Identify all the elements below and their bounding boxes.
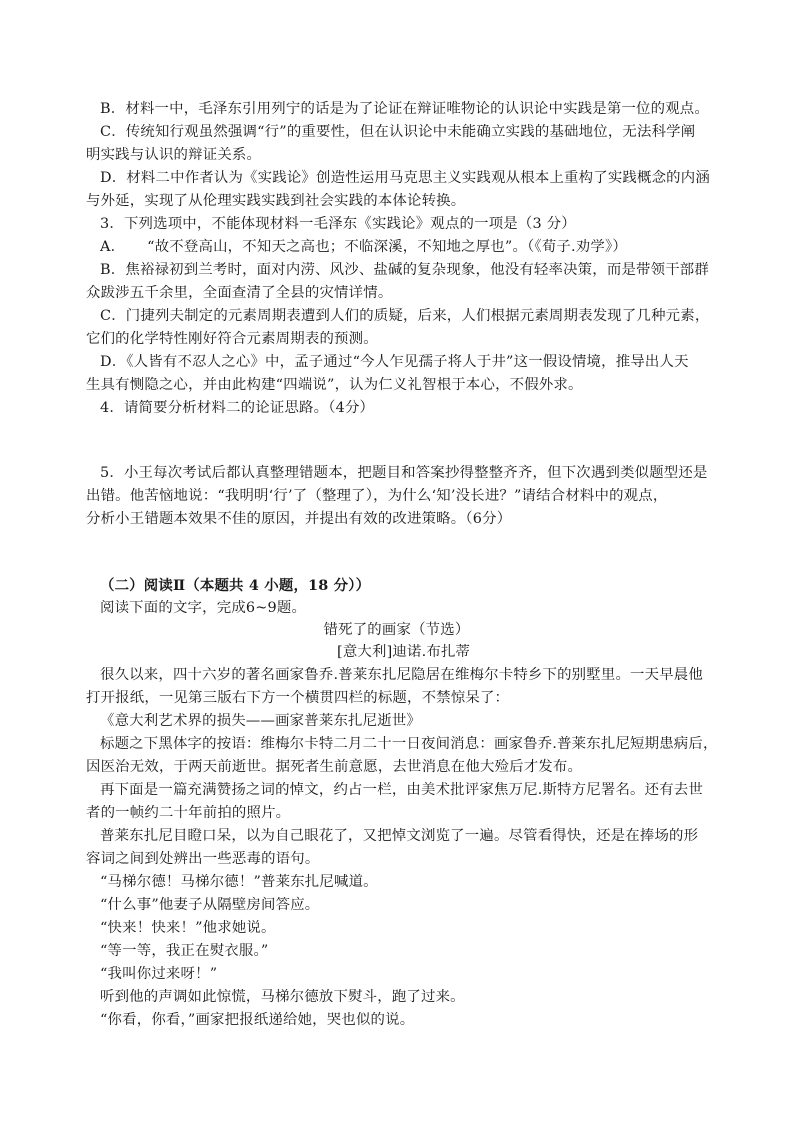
- story-paragraph-3-line-1: 标题之下黑体字的按语：维梅尔卡特二月二十一日夜间消息：画家鲁乔.普莱东扎尼短期患病后，: [100, 736, 718, 752]
- section-2-heading: （二）阅读Ⅱ（本题共 4 小题，18 分））: [100, 577, 371, 594]
- option-3b-line-1: B．焦裕禄初到兰考时，面对内涝、风沙、盐碱的复杂现象，他没有轻率决策，而是带领干部群: [100, 262, 709, 278]
- story-paragraph-4-line-1: 再下面是一篇充满赞扬之词的悼文，约占一栏，由美术批评家焦万尼.斯特方尼署名。还有去世: [100, 782, 703, 798]
- story-paragraph-2: 《意大利艺术界的损失——画家普莱东扎尼逝世》: [100, 713, 421, 729]
- question-5-line-2: 出错。他苦恼地说：“我明明‘行’了（整理了），为什么‘知’没长进？”请结合材料中的观点，: [86, 488, 668, 504]
- story-paragraph-5-line-2: 容词之间到处辨出一些恶毒的语句。: [86, 851, 320, 867]
- question-4: 4．请简要分析材料二的论证思路。（4分）: [100, 400, 375, 416]
- section-2-instruction: 阅读下面的文字，完成6~9题。: [100, 600, 307, 616]
- option-2c-line-2: 明实践与认识的辩证关系。: [86, 147, 262, 163]
- question-3-stem: 3．下列选项中，不能体现材料一毛泽东《实践论》观点的一项是（3 分）: [100, 216, 576, 232]
- question-5-line-1: 5．小王每次考试后都认真整理错题本，把题目和答案抄得整整齐齐，但下次遇到类似题型还是: [100, 465, 708, 481]
- option-3b-line-2: 众跋涉五千余里，全面查清了全县的灾情详情。: [86, 285, 393, 301]
- option-3a: A． “故不登高山，不知天之高也；不临深溪，不知地之厚也”。（《荀子.劝学》）: [100, 239, 627, 255]
- option-2b: B．材料一中，毛泽东引用列宁的话是为了论证在辩证唯物论的认识论中实践是第一位的观点。: [100, 101, 709, 117]
- question-5-line-3: 分析小王错题本效果不佳的原因，并提出有效的改进策略。（6分）: [86, 511, 512, 527]
- option-2d-line-2: 与外延，实现了从伦理实践实践到社会实践的本体论转换。: [86, 193, 466, 209]
- option-3d-line-1: D．《人皆有不忍人之心》中，孟子通过“今人乍见孺子将人于井”这一假设情境，推导出人天: [100, 354, 689, 370]
- story-paragraph-5-line-1: 普莱东扎尼目瞪口呆，以为自己眼花了，又把悼文浏览了一遍。尽管看得快，还是在捧场的形: [100, 828, 699, 844]
- story-dialogue-6: 听到他的声调如此惊慌，马梯尔德放下熨斗，跑了过来。: [100, 989, 465, 1005]
- story-author: [意大利]迪诺.布扎蒂: [337, 644, 471, 660]
- story-paragraph-1-line-2: 打开报纸，一见第三版右下方一个横贯四栏的标题，不禁惊呆了：: [86, 690, 510, 706]
- story-dialogue-3: “快来！快来！”他求她说。: [100, 920, 276, 936]
- story-dialogue-4: “等一等，我正在熨衣服。”: [100, 943, 269, 959]
- story-paragraph-4-line-2: 者的一帧约二十年前拍的照片。: [86, 805, 291, 821]
- story-title: 错死了的画家（节选）: [323, 622, 470, 638]
- story-dialogue-7: “你看，你看，”画家把报纸递给她，哭也似的说。: [100, 1012, 415, 1028]
- option-2c-line-1: C．传统知行观虽然强调“行”的重要性，但在认识论中未能确立实践的基础地位，无法科学阐: [100, 124, 696, 140]
- story-dialogue-5: “我叫你过来呀！”: [100, 966, 218, 982]
- story-paragraph-1-line-1: 很久以来，四十六岁的著名画家鲁乔.普莱东扎尼隐居在维梅尔卡特乡下的别墅里。一天早晨他: [100, 667, 703, 683]
- option-2d-line-1: D．材料二中作者认为《实践论》创造性运用马克思主义实践观从根本上重构了实践概念的内涵: [100, 170, 710, 186]
- option-3c-line-2: 它们的化学特性刚好符合元素周期表的预测。: [86, 331, 378, 347]
- story-dialogue-1: “马梯尔德！马梯尔德！”普莱东扎尼喊道。: [100, 874, 378, 890]
- option-3c-line-1: C．门捷列夫制定的元素周期表遭到人们的质疑，后来，人们根据元素周期表发现了几种元素，: [100, 308, 710, 324]
- option-3d-line-2: 生具有恻隐之心，并由此构建“四端说”，认为仁义礼智根于本心，不假外求。: [86, 377, 583, 393]
- story-dialogue-2: “什么事”他妻子从隔壁房间答应。: [100, 897, 320, 913]
- story-paragraph-3-line-2: 因医治无效，于两天前逝世。据死者生前意愿，去世消息在他大殓后才发布。: [86, 759, 583, 775]
